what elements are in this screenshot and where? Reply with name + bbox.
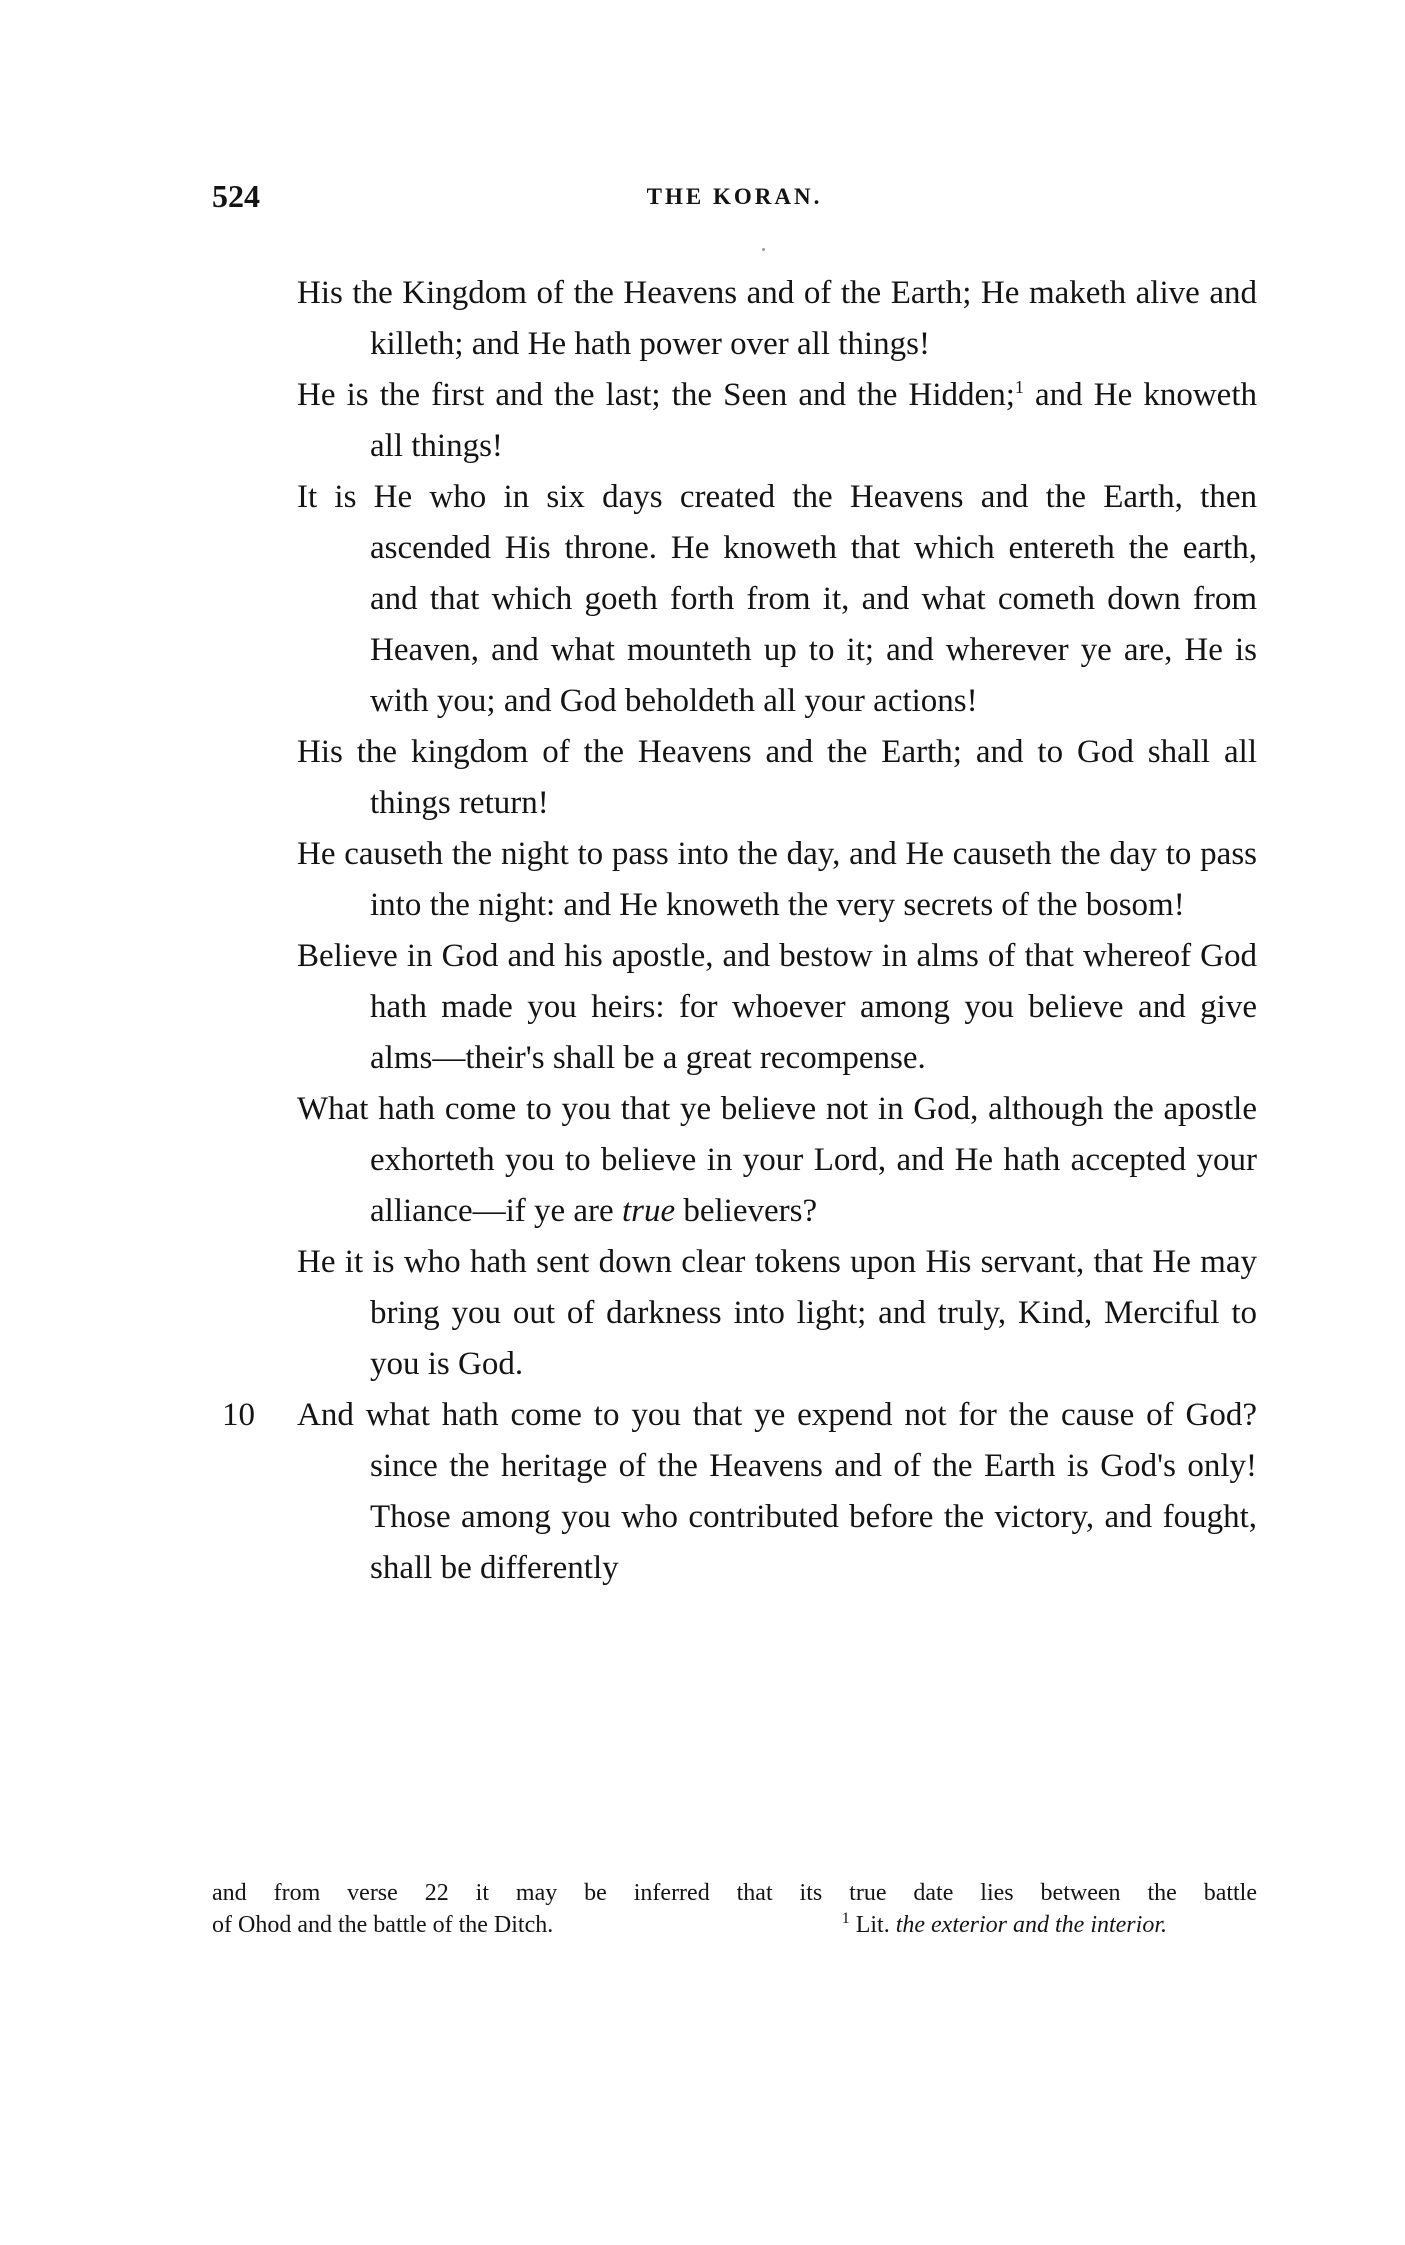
footnote-line: and from verse 22 it may be inferred that its true date lies between the battle	[212, 1880, 1257, 1906]
verse-paragraph	[222, 1390, 1257, 1594]
verse-paragraph	[297, 829, 1257, 931]
verse-paragraph	[297, 472, 1257, 727]
verse-text: He is the first and the last; the Seen and the Hidden;	[297, 377, 1015, 413]
verse-text: It is He who in six days created the Heavens and the Earth, then ascended His throne. He knoweth that which entereth the earth, and that which goeth forth from it, and what cometh down from Heaven, and what mounteth up to it; and wherever ye are, He is with you; and God beholdeth all your actions!	[297, 479, 1257, 719]
verse-text: He it is who hath sent down clear tokens upon His servant, that He may bring you out of darkness into light; and truly, Kind, Merciful to you is God.	[297, 1244, 1257, 1382]
verse-text: He causeth the night to pass into the day, and He causeth the day to pass into the night: and He knoweth the very secrets of the bosom!	[297, 836, 1257, 923]
footnote-line	[212, 1909, 1257, 1941]
verse-paragraph	[297, 1084, 1257, 1237]
footnote-reference: 1	[1014, 377, 1024, 397]
verse-text: and He knoweth all things!	[370, 377, 1257, 464]
verse-paragraph	[297, 931, 1257, 1084]
verse-paragraph	[297, 727, 1257, 829]
footnote-one	[842, 1909, 1257, 1941]
verse-text: His the Kingdom of the Heavens and of the Earth; He maketh alive and killeth; and He hath power over all things!	[297, 275, 1257, 362]
footnote-italic-text: the exterior and the interior.	[895, 1912, 1167, 1938]
running-title: THE KORAN.	[646, 184, 823, 209]
verse-paragraph	[297, 370, 1257, 472]
running-head	[212, 178, 1257, 222]
verse-paragraph	[297, 1237, 1257, 1390]
page-number: 524	[212, 178, 260, 214]
verse-text: And what hath come to you that ye expend not for the cause of God? since the heritage of the Heavens and of the Earth is God's only! Those among you who contributed before the victory, and fought, shall be differently	[297, 1397, 1257, 1586]
footnote-mark: 1	[841, 1910, 850, 1927]
verse-text: believers?	[675, 1193, 818, 1229]
verse-paragraph	[297, 268, 1257, 370]
verse-text: What hath come to you that ye believe not in God, although the apostle exhorteth you to believe in your Lord, and He hath accepted your alliance—if ye are	[297, 1091, 1257, 1229]
footnote-continuation: of Ohod and the battle of the Ditch.	[212, 1912, 554, 1938]
footnotes	[212, 1877, 1257, 1941]
verse-italic-text: true	[621, 1193, 676, 1229]
print-speck	[762, 248, 765, 251]
verse-text: Believe in God and his apostle, and bestow in alms of that whereof God hath made you heirs: for whoever among you believe and give alms—their's shall be a great recompense.	[297, 938, 1257, 1076]
footnote-text: Lit.	[855, 1912, 896, 1938]
verse-text: His the kingdom of the Heavens and the Earth; and to God shall all things return!	[297, 734, 1257, 821]
verse-number: 10	[222, 1397, 255, 1433]
body-text	[222, 268, 1257, 1594]
